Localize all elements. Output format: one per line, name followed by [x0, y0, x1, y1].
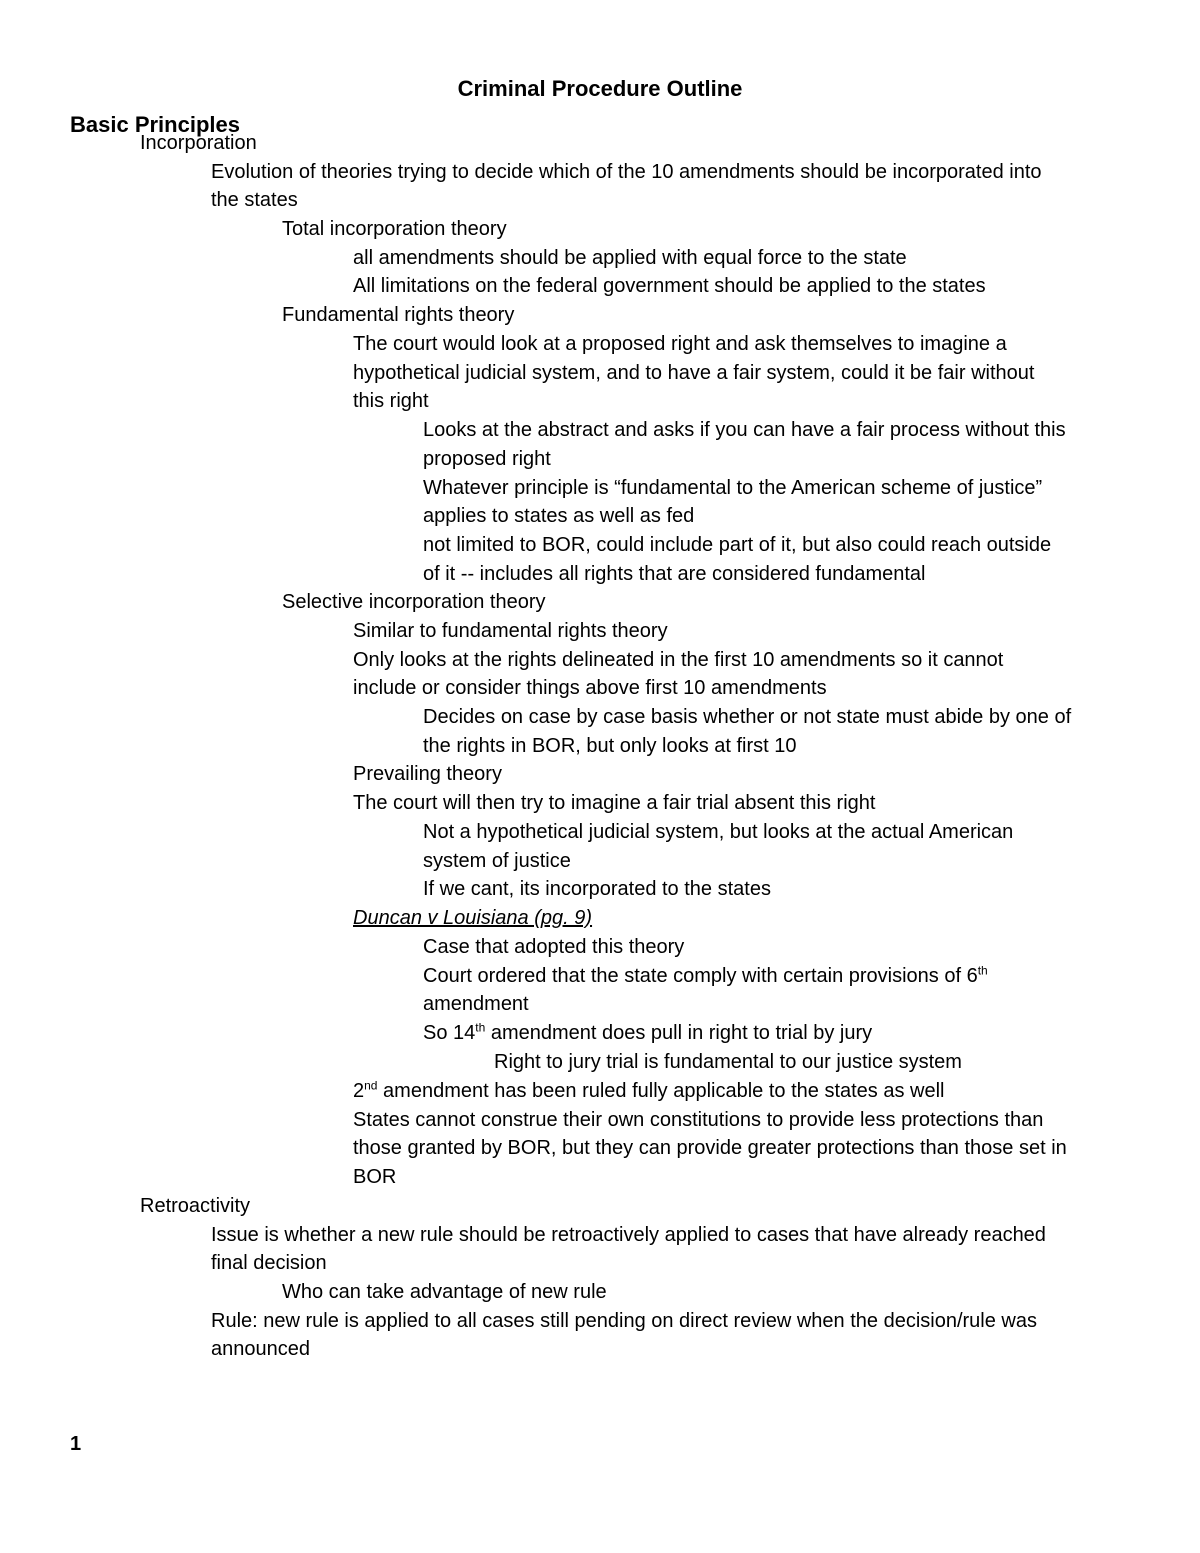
outline-text: 2nd amendment has been ruled fully applicable to the states as well — [353, 1078, 945, 1102]
outline-text: system of justice — [423, 850, 571, 872]
outline-text: Rule: new rule is applied to all cases still pending on direct review when the decision/rule was — [211, 1310, 1037, 1332]
outline-text: The court would look at a proposed right and ask themselves to imagine a — [353, 333, 1007, 355]
outline-text: Incorporation — [140, 132, 257, 154]
outline-text: hypothetical judicial system, and to have a fair system, could it be fair without — [353, 362, 1035, 384]
outline-text: Who can take advantage of new rule — [282, 1281, 607, 1303]
outline-text: Prevailing theory — [353, 763, 502, 785]
case-citation: Duncan v Louisiana (pg. 9) — [353, 907, 593, 929]
outline-text: all amendments should be applied with equal force to the state — [353, 247, 907, 269]
outline-text: final decision — [211, 1252, 327, 1274]
ordinal-superscript: th — [977, 963, 988, 978]
outline-text: those granted by BOR, but they can provide greater protections than those set in — [353, 1137, 1067, 1159]
outline-text: If we cant, its incorporated to the states — [423, 878, 771, 900]
outline-text: All limitations on the federal government should be applied to the states — [353, 275, 986, 297]
outline-text: Similar to fundamental rights theory — [353, 620, 668, 642]
outline-text: proposed right — [423, 448, 551, 470]
outline-text: Not a hypothetical judicial system, but looks at the actual American — [423, 821, 1014, 843]
outline-text: BOR — [353, 1166, 397, 1188]
outline-text: States cannot construe their own constitutions to provide less protections than — [353, 1109, 1044, 1131]
page-number: 1 — [70, 1433, 82, 1455]
outline-text: applies to states as well as fed — [423, 505, 695, 527]
outline-text: Only looks at the rights delineated in the first 10 amendments so it cannot — [353, 649, 1004, 671]
outline-text: Retroactivity — [140, 1195, 251, 1217]
outline-text: the states — [211, 189, 298, 211]
outline-text: The court will then try to imagine a fair trial absent this right — [353, 792, 876, 814]
outline-text: Decides on case by case basis whether or not state must abide by one of — [423, 706, 1072, 728]
outline-text: of it -- includes all rights that are considered fundamental — [423, 563, 926, 585]
outline-text: Right to jury trial is fundamental to our justice system — [494, 1051, 962, 1073]
ordinal-superscript: th — [475, 1020, 486, 1035]
outline-text: Whatever principle is “fundamental to the American scheme of justice” — [423, 477, 1043, 499]
outline-text: include or consider things above first 10 amendments — [353, 677, 827, 699]
outline-text: Evolution of theories trying to decide which of the 10 amendments should be incorporated into — [211, 161, 1042, 183]
outline-text: Total incorporation theory — [282, 218, 507, 240]
page-title: Criminal Procedure Outline — [457, 76, 743, 101]
outline-text: So 14th amendment does pull in right to trial by jury — [423, 1020, 873, 1044]
outline-text: announced — [211, 1338, 310, 1360]
outline-text: Looks at the abstract and asks if you can have a fair process without this — [423, 419, 1066, 441]
outline-text: not limited to BOR, could include part of it, but also could reach outside — [423, 534, 1052, 556]
outline-text: Court ordered that the state comply with certain provisions of 6th — [423, 963, 988, 987]
outline-text: amendment — [423, 993, 529, 1015]
outline-text: this right — [353, 390, 429, 412]
outline-text: the rights in BOR, but only looks at first 10 — [423, 735, 797, 757]
outline-text: Case that adopted this theory — [423, 936, 685, 958]
outline-text: Selective incorporation theory — [282, 591, 546, 613]
ordinal-superscript: nd — [364, 1078, 378, 1093]
section-heading: Basic Principles — [70, 112, 240, 137]
outline-text: Issue is whether a new rule should be retroactively applied to cases that have already reached — [211, 1224, 1046, 1246]
outline-text: Fundamental rights theory — [282, 304, 515, 326]
